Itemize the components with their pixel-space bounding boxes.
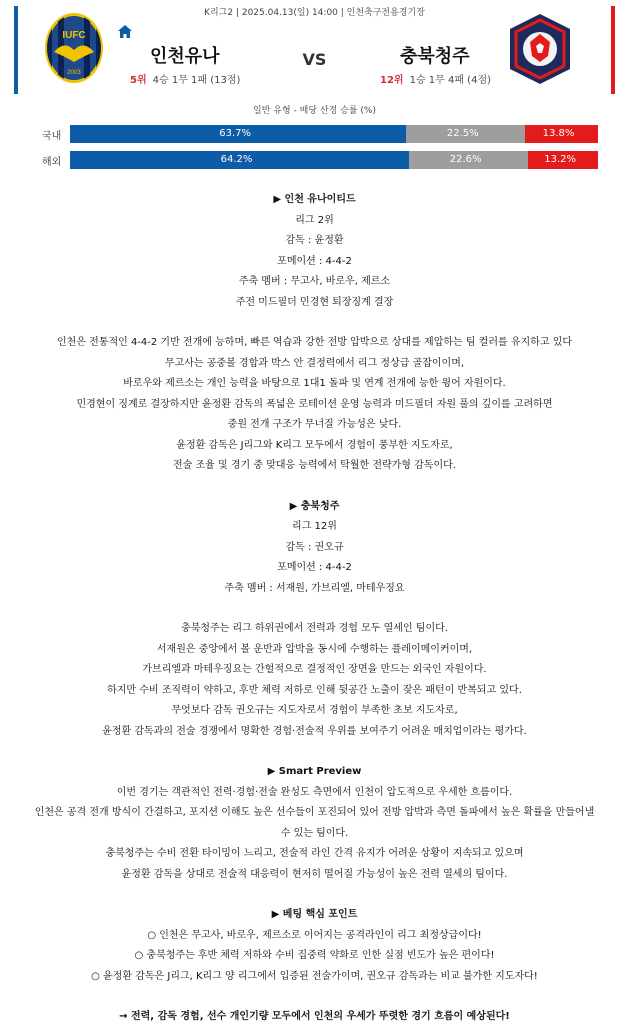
home-rank: 5위 <box>130 75 147 86</box>
betting-point: ○ 윤정환 감독은 J리그, K리그 양 리그에서 입증된 전술가이며, 권오규 감독과는 비교 불가한 지도자다! <box>91 970 538 982</box>
home-analysis-line: 무고사는 공중볼 경합과 박스 안 결정력에서 리그 정상급 골잡이이며, <box>164 357 465 369</box>
odds-label: 국내 <box>42 131 62 142</box>
incheon-united-logo <box>44 12 104 84</box>
chungbuk-cheongju-logo <box>503 12 577 86</box>
preview-line: 인천은 공격 전개 방식이 간결하고, 포지션 이해도 높은 선수들이 포진되어 있어 전방 압박과 측면 돌파에서 높은 확률을 만들어낼 <box>34 807 595 818</box>
draw-segment: 22.5% <box>406 125 525 143</box>
match-analysis <box>0 190 629 1028</box>
away-analysis-line: 충북청주는 리그 하위권에서 전력과 경험 모두 열세인 팀이다. <box>181 623 448 634</box>
away-analysis-line: 하지만 수비 조직력이 약하고, 후반 체력 저하로 인해 뒷공간 노출이 잦은 패턴이 반복되고 있다. <box>107 684 522 696</box>
betting-title: ▶ 베팅 핵심 포인트 <box>271 909 358 920</box>
match-meta: K리그2 | 2025.04.13(일) 14:00 | 인천축구전용경기장 <box>204 8 425 18</box>
logo-text: IUFC <box>62 30 86 41</box>
home-info-line: 리그 2위 <box>295 214 334 226</box>
betting-point: ○ 충북청주는 후반 체력 저하와 수비 집중력 약화로 인한 실점 빈도가 높은 편이다! <box>134 950 495 961</box>
home-info-line: 포메이션 : 4-4-2 <box>277 255 352 267</box>
home-analysis-line: 전술 조율 및 경기 중 맞대응 능력에서 탁월한 전략가형 감독이다. <box>173 460 456 471</box>
home-analysis-line: 바로우와 제르소는 개인 능력을 바탕으로 1대1 돌파 및 연계 전개에 능한 윙어 자원이다. <box>123 378 506 389</box>
preview-line: 수 있는 팀이다. <box>280 827 349 839</box>
away-analysis-line: 서재원은 중앙에서 볼 운반과 압박을 동시에 수행하는 플레이메이커이며, <box>156 643 473 655</box>
home-info-line: 감독 : 윤정환 <box>285 235 344 246</box>
odds-bar <box>70 125 598 143</box>
away-analysis-line: 무엇보다 감독 권오규는 지도자로서 경험이 부족한 초보 지도자로, <box>171 705 458 716</box>
preview-line: 이번 경기는 객관적인 전력·경험·전술 완성도 측면에서 인천이 압도적으로 우세한 흐름이다. <box>116 786 513 798</box>
home-section-title: ▶ 인천 유나이티드 <box>273 194 356 205</box>
home-icon <box>118 25 132 38</box>
preview-line: 윤정환 감독을 상대로 전술적 대응력이 현저히 떨어질 가능성이 높은 전력 열세의 팀이다. <box>121 868 508 880</box>
preview-line: 충북청주는 수비 전환 타이밍이 느리고, 전술적 라인 간격 유지가 어려운 상황이 지속되고 있으며 <box>105 848 524 859</box>
home-analysis-line: 인천은 전통적인 4-4-2 기반 전개에 능하며, 빠른 역습과 강한 전방 압박으로 상대를 제압하는 팀 컬러를 유지하고 있다 <box>56 337 573 348</box>
betting-point: ○ 인천은 무고사, 바로우, 제르소로 이어지는 공격라인이 리그 최정상급이다! <box>147 929 482 941</box>
betting-conclusion: → 전력, 감독 경험, 선수 개인기량 모두에서 인천의 우세가 뚜렷한 경기 흐름이 예상된다! <box>119 1011 510 1022</box>
home-win-segment: 63.7% <box>70 125 406 143</box>
home-record-text: 4승 1무 1패 (13점) <box>152 75 241 86</box>
away-analysis-line: 윤정환 감독과의 전술 경쟁에서 명확한 경험·전술적 우위를 보여주기 어려운 매치업이라는 평가다. <box>102 725 527 737</box>
away-record <box>380 71 491 86</box>
home-team-name: 인천유나 <box>150 46 220 67</box>
vs-label: VS <box>302 50 327 69</box>
odds-title: 일반 유형 - 배당 산정 승률 (%) <box>253 106 376 116</box>
logo-year: 2003 <box>67 70 81 76</box>
odds-label: 해외 <box>42 157 62 168</box>
away-record-text: 1승 1무 4패 (4점) <box>409 75 492 86</box>
home-win-segment: 64.2% <box>70 151 409 169</box>
preview-title: ▶ Smart Preview <box>267 766 362 777</box>
away-win-segment: 13.8% <box>525 125 598 143</box>
draw-segment: 22.6% <box>409 151 528 169</box>
away-info-line: 포메이션 : 4-4-2 <box>277 562 352 573</box>
away-team-name: 충북청주 <box>400 46 470 67</box>
away-rank: 12위 <box>380 75 404 86</box>
away-analysis-line: 가브리엘과 마테우징요는 간헐적으로 결정적인 장면을 만드는 외국인 자원이다. <box>142 664 487 675</box>
home-info-line: 주축 멤버 : 무고사, 바로우, 제르소 <box>238 276 391 287</box>
away-win-segment: 13.2% <box>528 151 598 169</box>
away-section-title: ▶ 충북청주 <box>289 500 340 512</box>
away-info-line: 주축 멤버 : 서재원, 가브리엘, 마테우징요 <box>224 582 405 594</box>
odds-row-domestic <box>42 125 612 143</box>
away-info-line: 감독 : 권오규 <box>285 541 344 553</box>
odds-bar <box>70 151 598 169</box>
home-analysis-line: 민경현이 징계로 결장하지만 윤정환 감독의 폭넓은 로테이션 운영 능력과 미드필더 자원 풀의 깊이를 고려하면 <box>76 398 553 410</box>
home-info-line: 주전 미드필더 민경현 퇴장징계 결장 <box>235 296 394 308</box>
home-record <box>130 71 240 86</box>
home-analysis-line: 중원 전개 구조가 무너질 가능성은 낮다. <box>227 419 402 430</box>
home-analysis-line: 윤정환 감독은 J리그와 K리그 모두에서 경험이 풍부한 지도자로, <box>176 439 453 451</box>
match-header <box>0 0 629 100</box>
away-info-line: 리그 12위 <box>292 521 337 532</box>
odds-row-overseas <box>42 151 612 169</box>
